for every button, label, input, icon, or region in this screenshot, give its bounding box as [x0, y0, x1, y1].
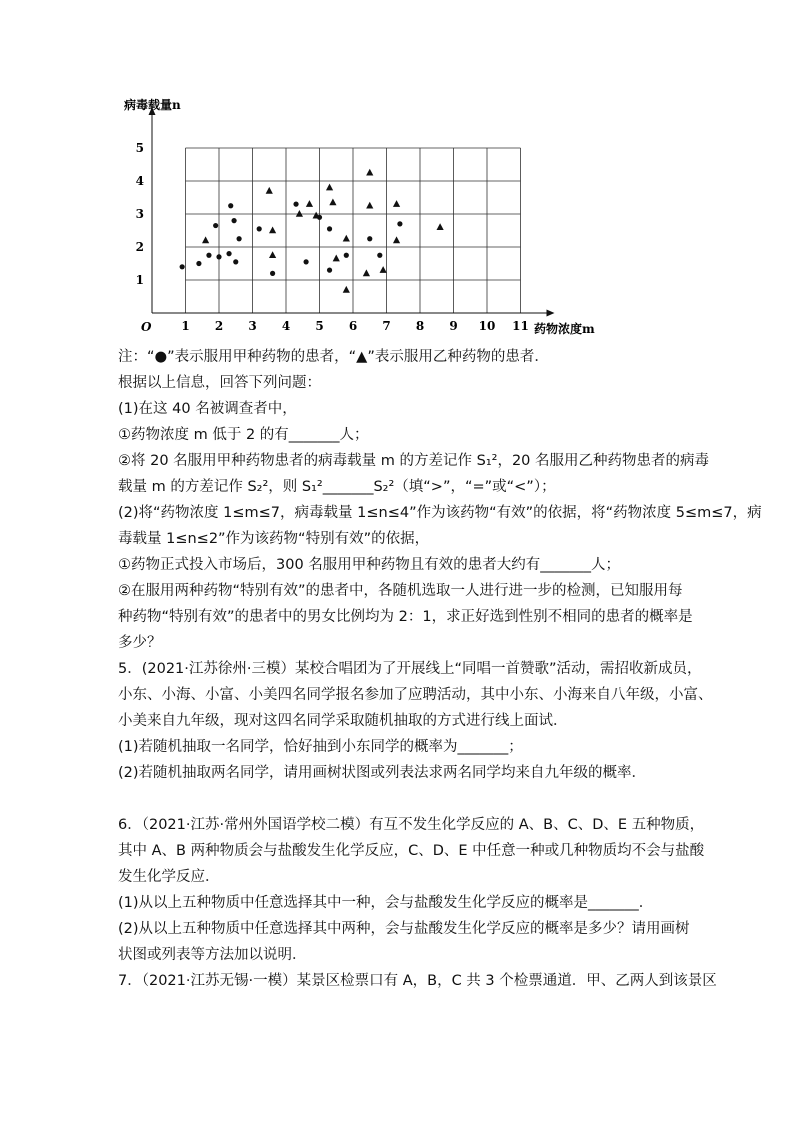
text-line: 多少？ — [118, 635, 162, 651]
text-line: 小东、小海、小富、小美四名同学报名参加了应聘活动，其中小东、小海来自八年级，小富、 — [118, 687, 713, 703]
x-tick-label: 8 — [415, 319, 425, 333]
y-axis-label: 病毒载量n — [124, 98, 181, 112]
x-tick-label: 5 — [315, 319, 324, 333]
x-axis-label: 药物浓度m — [534, 322, 595, 336]
x-tick-label: 1 — [181, 319, 190, 333]
text-line: 小美来自九年级，现对这四名同学采取随机抽取的方式进行线上面试． — [118, 713, 568, 729]
text-line: 其中 A、B 两种物质会与盐酸发生化学反应，C、D、E 中任意一种或几种物质均不会与盐酸 — [118, 843, 705, 859]
data-point-triangle — [437, 223, 444, 230]
data-point-triangle — [296, 210, 303, 217]
data-point-circle — [397, 221, 402, 226]
x-tick-label: 2 — [214, 319, 224, 333]
data-point-triangle — [393, 236, 400, 243]
x-tick-label: 11 — [512, 319, 529, 333]
text-line: 载量 m 的方差记作 S₂²，则 S₁²_______S₂²（填“>”，“=”或“<”）； — [118, 479, 556, 495]
data-point-circle — [237, 236, 242, 241]
origin-label: O — [141, 320, 152, 334]
data-point-circle — [213, 223, 218, 228]
data-point-triangle — [366, 169, 373, 176]
question-text — [118, 344, 762, 994]
data-point-circle — [367, 236, 372, 241]
data-point-triangle — [269, 227, 276, 234]
data-point-circle — [327, 226, 332, 231]
data-point-circle — [257, 226, 262, 231]
data-point-circle — [377, 253, 382, 258]
data-point-circle — [293, 202, 298, 207]
y-tick-label: 2 — [135, 240, 144, 254]
text-line: 根据以上信息，回答下列问题： — [118, 375, 321, 391]
data-point-circle — [344, 253, 349, 258]
text-line: ②在服用两种药物“特别有效”的患者中，各随机选取一人进行进一步的检测，已知服用每 — [118, 583, 683, 599]
y-tick-label: 4 — [135, 174, 144, 188]
data-point-triangle — [306, 200, 313, 207]
text-line: 毒载量 1≤n≤2”作为该药物“特别有效”的依据， — [118, 531, 430, 547]
data-point-circle — [327, 268, 332, 273]
data-point-triangle — [326, 184, 333, 191]
data-point-circle — [231, 218, 236, 223]
data-point-circle — [228, 203, 233, 208]
x-tick-label: 4 — [281, 319, 291, 333]
data-point-triangle — [380, 266, 387, 273]
x-tick-label: 6 — [348, 319, 358, 333]
data-point-circle — [196, 261, 201, 266]
text-line: (1)从以上五种物质中任意选择其中一种，会与盐酸发生化学反应的概率是_______． — [118, 895, 654, 911]
x-tick-label: 10 — [478, 319, 496, 333]
text-line: (2)从以上五种物质中任意选择其中两种，会与盐酸发生化学反应的概率是多少？请用画树 — [118, 921, 690, 937]
chart-ticks — [136, 141, 529, 333]
problem-5-line: 5．(2021·江苏徐州·三模）某校合唱团为了开展线上“同唱一首赞歌”活动，需招收新成员， — [118, 661, 702, 677]
data-point-triangle — [333, 255, 340, 262]
data-point-triangle — [343, 286, 350, 293]
text-line: (2)若随机抽取两名同学，请用画树状图或列表法求两名同学均来自九年级的概率． — [118, 765, 647, 781]
text-line: (1)在这 40 名被调查者中， — [118, 401, 297, 417]
data-point-circle — [180, 264, 185, 269]
problem-6-line: 6．（2021·江苏·常州外国语学校二模）有互不发生化学反应的 A、B、C、D、E 五种物质， — [118, 817, 705, 833]
text-line: ②将 20 名服用甲种药物患者的病毒载量 m 的方差记作 S₁²，20 名服用乙种药物患者的病毒 — [118, 453, 710, 469]
data-point-circle — [304, 259, 309, 264]
data-point-triangle — [366, 202, 373, 209]
data-point-triangle — [363, 269, 370, 276]
note-line: 注：“●”表示服用甲种药物的患者，“▲”表示服用乙种药物的患者． — [118, 349, 549, 365]
data-point-triangle — [266, 187, 273, 194]
text-line: (2)将“药物浓度 1≤m≤7，病毒载量 1≤n≤4”作为该药物“有效”的依据，将“药物浓度 5≤m≤7，病 — [118, 505, 762, 521]
data-point-circle — [226, 251, 231, 256]
data-point-triangle — [343, 235, 350, 242]
chart-svg — [110, 95, 630, 345]
text-line: (1)若随机抽取一名同学，恰好抽到小东同学的概率为_______； — [118, 739, 523, 755]
text-line: 状图或列表等方法加以说明． — [118, 947, 307, 963]
problem-7-line: 7．（2021·江苏无锡·一模）某景区检票口有 A，B，C 共 3 个检票通道．甲、乙两人到该景区 — [118, 973, 717, 989]
text-line: 种药物“特别有效”的患者中的男女比例均为 2：1，求正好选到性别不相同的患者的概率是 — [118, 609, 693, 625]
x-axis-arrow — [547, 310, 555, 317]
y-tick-label: 5 — [135, 141, 144, 155]
y-tick-label: 1 — [135, 273, 144, 287]
data-point-triangle — [269, 251, 276, 258]
data-point-triangle — [202, 236, 209, 243]
x-tick-label: 9 — [449, 319, 458, 333]
data-point-circle — [233, 259, 238, 264]
scatter-chart — [110, 95, 630, 345]
text-line: ①药物正式投入市场后，300 名服用甲种药物且有效的患者大约有_______人； — [118, 557, 621, 573]
data-point-triangle — [393, 200, 400, 207]
text-line: ①药物浓度 m 低于 2 的有_______人； — [118, 427, 369, 443]
data-point-circle — [216, 254, 221, 259]
data-point-circle — [270, 271, 275, 276]
x-tick-label: 3 — [248, 319, 257, 333]
data-point-triangle — [329, 198, 336, 205]
y-tick-label: 3 — [135, 207, 144, 221]
chart-grid — [186, 148, 521, 313]
x-tick-label: 7 — [382, 319, 391, 333]
text-line: 发生化学反应． — [118, 869, 220, 885]
chart-axes — [149, 107, 555, 317]
data-point-circle — [206, 253, 211, 258]
